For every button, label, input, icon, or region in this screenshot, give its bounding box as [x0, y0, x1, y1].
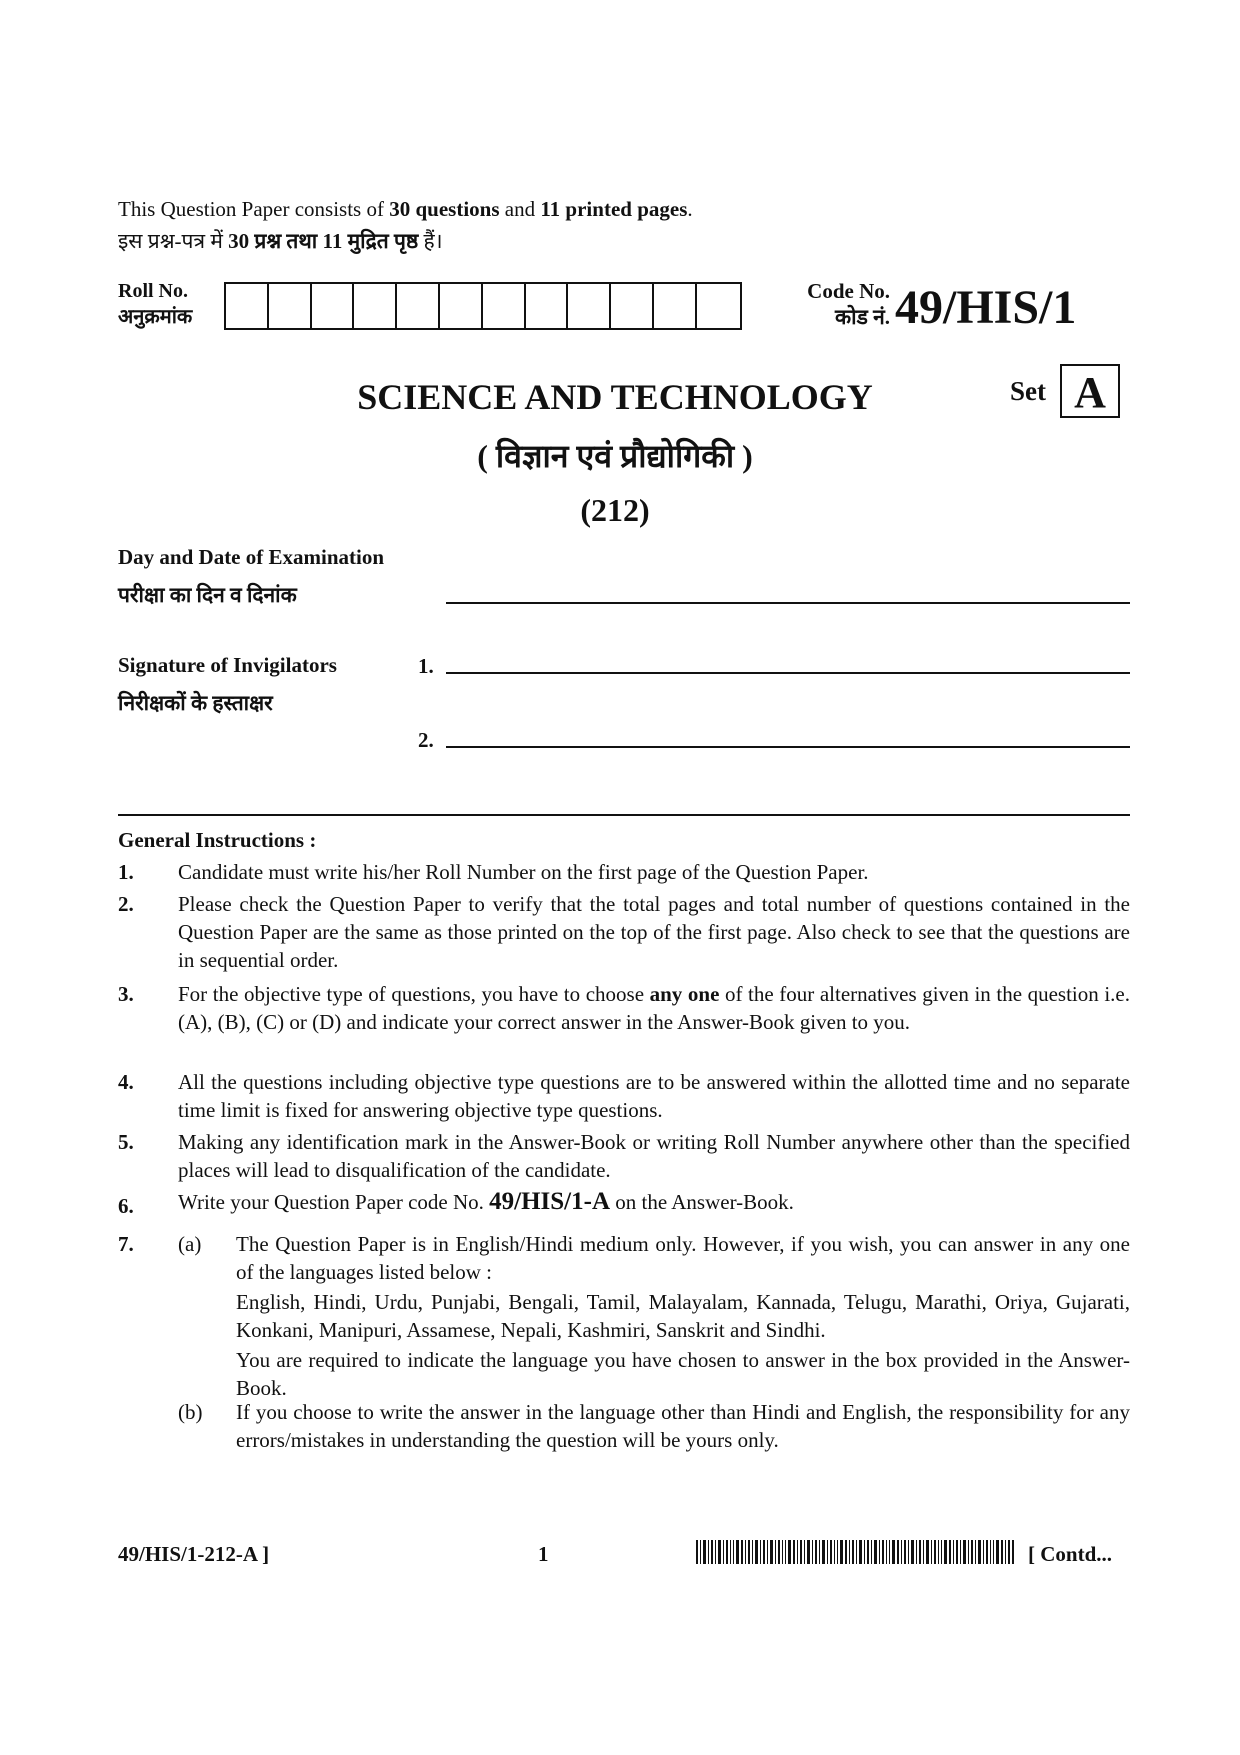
code-label-hi: कोड नं. [835, 305, 890, 329]
roll-label-en: Roll No. [118, 280, 188, 302]
instruction-3 [178, 980, 1130, 1036]
set-box: A [1060, 364, 1120, 418]
instruction-3-emphasis: any one [649, 982, 720, 1006]
exam-date-label-hi: परीक्षा का दिन व दिनांक [118, 583, 297, 607]
instruction-7b: If you choose to write the answer in the language other than Hindi and English, the responsibility for any errors/mistakes in understanding the question will be yours only. [236, 1400, 1130, 1452]
roll-digit-box[interactable] [269, 284, 312, 328]
instruction-2: Please check the Question Paper to verify that the total pages and total number of questions contained in the Question Paper are the same as those printed on the top of the first page. Also check to see that the questions are in sequential order. [178, 892, 1130, 972]
instruction-number: 4. [118, 1070, 134, 1094]
paper-info-hi [118, 226, 443, 256]
instruction-6 [178, 1188, 1130, 1216]
instruction-number: 2. [118, 892, 134, 916]
exam-date-label-en: Day and Date of Examination [118, 545, 385, 569]
info-text: . [687, 197, 693, 221]
instruction-6-text: on the Answer-Book. [610, 1190, 794, 1214]
info-text-hi: हैं। [418, 229, 443, 253]
instruction-5: Making any identification mark in the Answer-Book or writing Roll Number anywhere other than the specified places will lead to disqualification of the candidate. [178, 1130, 1130, 1182]
roll-digit-box[interactable] [354, 284, 397, 328]
instruction-number: 3. [118, 982, 134, 1006]
instruction-number: 1. [118, 860, 134, 884]
instruction-1: Candidate must write his/her Roll Number on the first page of the Question Paper. [178, 860, 869, 884]
signature-line-1[interactable] [446, 672, 1130, 674]
info-text-hi: इस प्रश्न-पत्र में [118, 229, 229, 253]
roll-number-boxes[interactable] [224, 282, 742, 330]
sig-number-2: 2. [418, 728, 434, 752]
code-number: 49/HIS/1 [895, 281, 1077, 334]
page-number: 1 [538, 1542, 549, 1566]
instruction-number: 7. [118, 1232, 134, 1256]
info-text: and [499, 197, 541, 221]
info-bold-hi: 30 प्रश्न तथा 11 मुद्रित पृष्ठ [228, 229, 419, 253]
roll-digit-box[interactable] [697, 284, 740, 328]
instructions-list [118, 858, 1130, 1452]
instructions-heading: General Instructions : [118, 828, 317, 852]
code-label-en: Code No. [807, 279, 890, 303]
set-label: Set [1010, 376, 1046, 406]
roll-digit-box[interactable] [526, 284, 569, 328]
paper-info-en [118, 194, 693, 224]
invigilator-label [118, 646, 337, 722]
sig-number-1: 1. [418, 654, 434, 678]
roll-label-hi: अनुक्रमांक [118, 306, 193, 328]
subject-code: (212) [580, 492, 650, 528]
instruction-4: All the questions including objective type questions are to be answered within the allotted time and no separate time limit is fixed for answering objective type questions. [178, 1070, 1130, 1122]
roll-digit-box[interactable] [654, 284, 697, 328]
signature-line-2[interactable] [446, 746, 1130, 748]
footer-code: 49/HIS/1-212-A ] [118, 1542, 270, 1566]
roll-label [118, 278, 192, 330]
exam-date-line[interactable] [446, 602, 1130, 604]
roll-digit-box[interactable] [611, 284, 654, 328]
roll-digit-box[interactable] [226, 284, 269, 328]
instruction-7a-para: The Question Paper is in English/Hindi medium only. However, if you wish, you can answer in any one of the languages listed below : [236, 1232, 1130, 1284]
instruction-7b-label: (b) [178, 1400, 203, 1424]
instruction-number: 5. [118, 1130, 134, 1154]
paper-title-hi: ( विज्ञान एवं प्रौद्योगिकी ) [477, 438, 753, 474]
roll-digit-box[interactable] [440, 284, 483, 328]
info-text: This Question Paper consists of [118, 197, 390, 221]
instruction-number: 6. [118, 1194, 134, 1218]
instruction-7a-languages: English, Hindi, Urdu, Punjabi, Bengali, Tamil, Malayalam, Kannada, Telugu, Marathi, Oriya, Gujarati, Konkani, Manipuri, Assamese, Nepali, Kashmiri, Sanskrit and Sindhi. [236, 1290, 1130, 1342]
instruction-6-text: Write your Question Paper code No. [178, 1190, 490, 1214]
barcode-graphic [696, 1540, 1014, 1564]
info-pages: 11 printed pages [540, 197, 688, 221]
roll-digit-box[interactable] [312, 284, 355, 328]
instruction-7a [236, 1230, 1130, 1402]
paper-title: SCIENCE AND TECHNOLOGY [357, 377, 873, 417]
info-questions: 30 questions [389, 197, 500, 221]
barcode [696, 1540, 1014, 1564]
section-divider [118, 814, 1130, 816]
roll-digit-box[interactable] [483, 284, 526, 328]
exam-date-label [118, 538, 384, 614]
invigilator-label-hi: निरीक्षकों के हस्ताक्षर [118, 691, 273, 715]
instruction-3-text: For the objective type of questions, you have to choose [178, 982, 650, 1006]
code-label [770, 278, 890, 330]
roll-digit-box[interactable] [568, 284, 611, 328]
roll-digit-box[interactable] [397, 284, 440, 328]
instruction-7a-label: (a) [178, 1232, 202, 1256]
contd-label: [ Contd... [1028, 1542, 1113, 1566]
instruction-3-text: of the four alternatives given in the question i.e. (A), (B), (C) or (D) and indicate your correct answer in the Answer-Book given to you. [178, 982, 1130, 1034]
invigilator-label-en: Signature of Invigilators [118, 653, 337, 677]
instruction-6-code: 49/HIS/1-A [489, 1188, 611, 1215]
instruction-7a-para: You are required to indicate the language you have chosen to answer in the box provided in the Answer-Book. [236, 1348, 1130, 1400]
